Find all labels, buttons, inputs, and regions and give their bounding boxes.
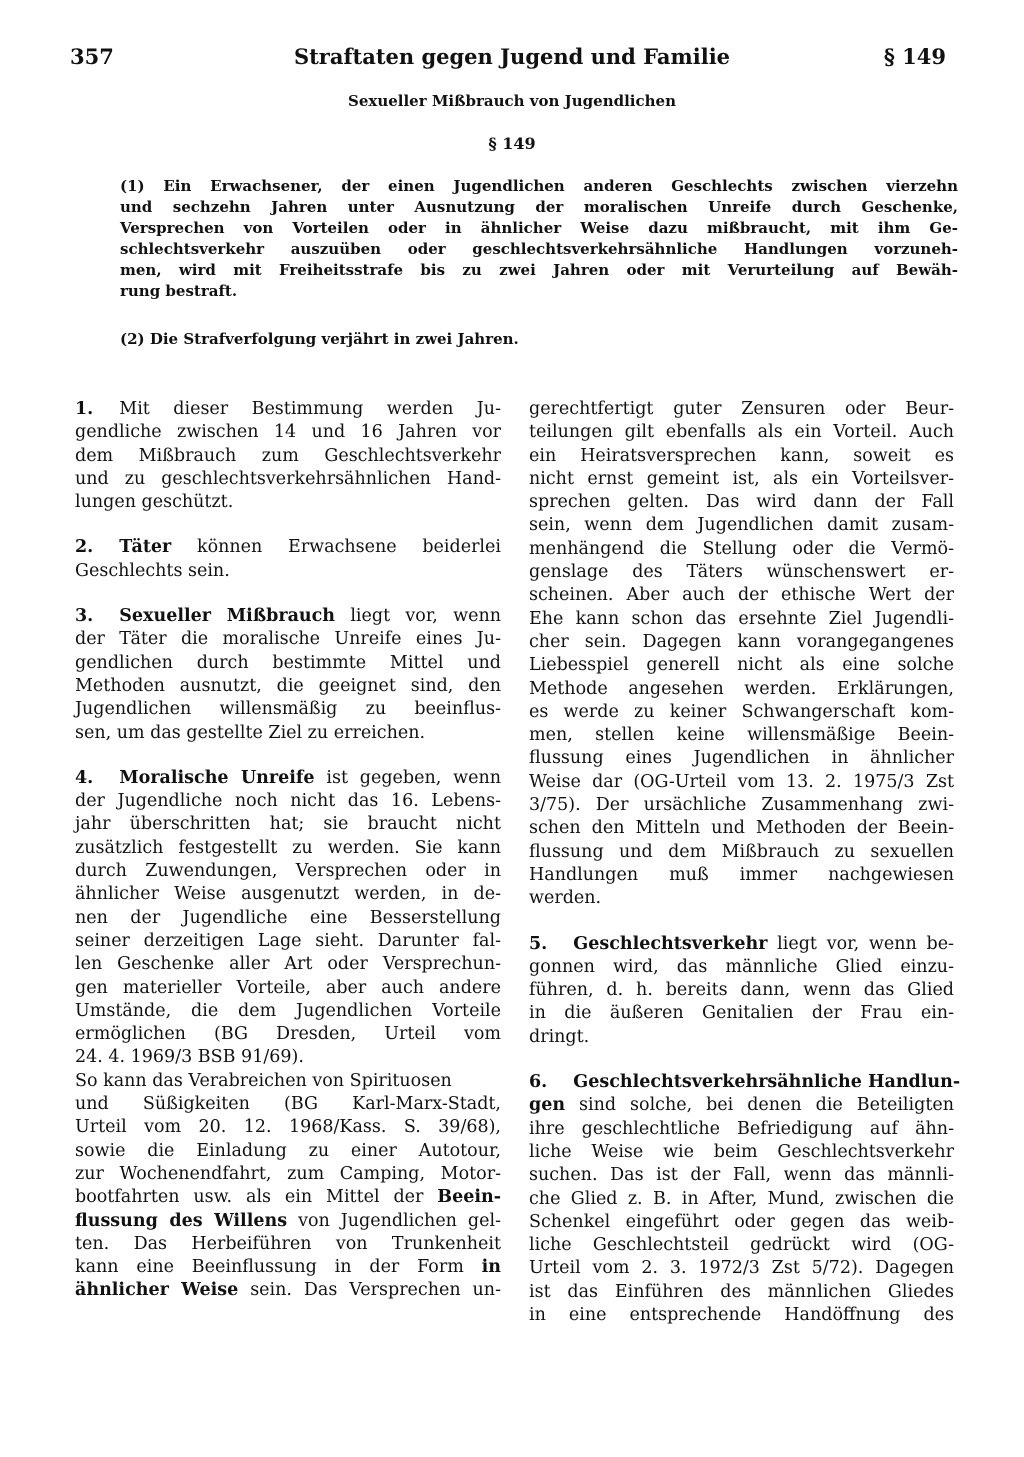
note-line: scheinen. Aber auch der ethische Wert der — [529, 585, 954, 606]
note-term: Sexueller Mißbrauch — [119, 606, 336, 627]
note-text: ist gegeben, wenn — [326, 767, 501, 788]
note-line: cher sein. Dagegen kann vorangegangenes — [529, 631, 954, 652]
note-1 — [75, 398, 501, 514]
note-line: men, stellen keine willensmäßige Beein- — [529, 725, 954, 746]
note-line — [75, 1279, 501, 1302]
note-term: Geschlechtsverkehr — [573, 933, 768, 954]
note-number: 4. — [75, 767, 94, 788]
note-line: gendliche zwischen 14 und 16 Jahren vor — [75, 422, 501, 443]
note-6 — [529, 1071, 961, 1327]
note-line: ein Heiratsversprechen kann, soweit es — [529, 445, 954, 466]
note-line: jahr überschritten hat; sie braucht nicht — [75, 814, 501, 835]
note-term: Geschlechtsverkehrsähnliche Handlun- — [573, 1072, 961, 1093]
note-line: gendlichen durch bestimmte Mittel und — [75, 652, 501, 673]
paragraph-heading: § 149 — [488, 134, 536, 153]
note-text: sind solche, bei denen die Beteiligten — [579, 1095, 954, 1116]
note-line — [529, 1094, 954, 1117]
note-line: Geschlechts sein. — [75, 560, 230, 581]
note-text: von Jugendlichen gel- — [298, 1210, 501, 1231]
note-term: Täter — [119, 537, 172, 558]
note-5 — [529, 933, 954, 1049]
note-line: und Süßigkeiten (BG Karl-Marx-Stadt, — [75, 1094, 501, 1115]
note-4-continued — [529, 398, 954, 911]
note-line: 24. 4. 1969/3 BSB 91/69). — [75, 1047, 304, 1068]
note-line: Weise dar (OG-Urteil vom 13. 2. 1975/3 Zst — [529, 771, 954, 792]
section-marker: § 149 — [883, 44, 946, 69]
note-line: Liebesspiel generell nicht als eine solche — [529, 655, 954, 676]
note-line: es werde zu keiner Schwangerschaft kom- — [529, 701, 954, 722]
note-line: sowie die Einladung zu einer Autotour, — [75, 1140, 501, 1161]
note-line: seiner derzeitigen Lage sieht. Darunter fal- — [75, 930, 501, 951]
note-text: liegt vor, wenn — [350, 606, 501, 627]
law-paragraph-2: (2) Die Strafverfolgung verjährt in zwei Jahren. — [120, 330, 519, 348]
law-line: men, wird mit Freiheitsstrafe bis zu zwei Jahren oder mit Verurteilung auf Bewäh- — [120, 261, 958, 279]
note-line: dem Mißbrauch zum Geschlechtsverkehr — [75, 445, 501, 466]
note-line — [75, 398, 501, 421]
note-line: nicht ernst gemeint ist, als ein Vorteilsver- — [529, 468, 954, 489]
note-line — [75, 1186, 501, 1209]
note-number: 5. — [529, 933, 548, 954]
note-text: sein. Das Versprechen un- — [250, 1280, 501, 1301]
note-line: 3/75). Der ursächliche Zusammenhang zwi- — [529, 795, 954, 816]
note-line: nen der Jugendliche eine Besserstellung — [75, 907, 501, 928]
note-line: ähnlicher Weise ausgenutzt werden, in de- — [75, 884, 501, 905]
note-line: lungen geschützt. — [75, 492, 234, 513]
running-title: Straftaten gegen Jugend und Familie — [293, 44, 731, 69]
note-term: Beein- — [437, 1187, 501, 1208]
note-line: sein, wenn dem Jugendlichen damit zusam- — [529, 515, 954, 536]
note-text: Mit dieser Bestimmung werden Ju- — [119, 399, 501, 419]
law-line: (1) Ein Erwachsener, der einen Jugendlichen anderen Geschlechts zwischen vierzehn — [120, 177, 958, 195]
note-line: ermöglichen (BG Dresden, Urteil vom — [75, 1024, 501, 1045]
law-paragraph-1 — [120, 176, 958, 302]
note-line: len Geschenke aller Art oder Versprechun- — [75, 954, 501, 975]
note-line: gerechtfertigt guter Zensuren oder Beur- — [529, 399, 954, 419]
note-text: kann eine Beeinflussung in der Form — [75, 1257, 464, 1278]
note-line: ist das Einführen des männlichen Gliedes — [529, 1281, 954, 1302]
note-line: Urteil vom 2. 3. 1972/3 Zst 5/72). Dagegen — [529, 1258, 954, 1279]
note-term: Moralische Unreife — [119, 767, 315, 788]
note-line: flussung eines Jugendlichen in ähnlicher — [529, 748, 954, 769]
note-line: und zu geschlechtsverkehrsähnlichen Hand- — [75, 468, 501, 489]
note-line — [529, 933, 954, 956]
note-line — [75, 1256, 501, 1279]
note-text: können Erwachsene beiderlei — [197, 537, 501, 558]
note-line: der Täter die moralische Unreife eines Ju- — [75, 629, 501, 650]
note-line: in die äußeren Genitalien der Frau ein- — [529, 1003, 954, 1024]
note-line — [75, 605, 501, 628]
note-term: ähnlicher Weise — [75, 1280, 239, 1301]
note-number: 3. — [75, 606, 94, 627]
law-line: und sechzehn Jahren unter Ausnutzung der moralischen Unreife durch Geschenke, — [120, 198, 958, 216]
note-term: gen — [529, 1095, 566, 1116]
section-subtitle: Sexueller Mißbrauch von Jugendlichen — [348, 92, 676, 110]
note-3 — [75, 605, 501, 745]
note-line: werden. — [529, 888, 602, 909]
note-line: ten. Das Herbeiführen von Trunkenheit — [75, 1233, 501, 1254]
note-number: 1. — [75, 399, 94, 419]
note-line: suchen. Das ist der Fall, wenn das männli- — [529, 1165, 954, 1186]
note-text: bootfahrten usw. als ein Mittel der — [75, 1187, 424, 1208]
note-line: gen materieller Vorteile, aber auch andere — [75, 977, 501, 998]
note-line: sen, um das gestellte Ziel zu erreichen. — [75, 722, 426, 743]
note-line: liche Geschlechtsteil gedrückt wird (OG- — [529, 1235, 954, 1256]
note-line: zur Wochenendfahrt, zum Camping, Motor- — [75, 1163, 501, 1184]
note-line: Handlungen muß immer nachgewiesen — [529, 864, 954, 885]
law-line: rung bestraft. — [120, 282, 238, 300]
note-line: Umstände, die dem Jugendlichen Vorteile — [75, 1000, 501, 1021]
page-number: 357 — [70, 44, 114, 69]
note-line: dringt. — [529, 1026, 590, 1047]
note-2 — [75, 536, 501, 583]
note-line — [75, 1210, 501, 1233]
note-line: che Glied z. B. in After, Mund, zwischen die — [529, 1188, 954, 1209]
note-line — [75, 536, 501, 559]
note-line: Schenkel eingeführt oder gegen das weib- — [529, 1211, 954, 1232]
note-line: schen den Mitteln und Methoden der Beein- — [529, 818, 954, 839]
note-line: teilungen gilt ebenfalls als ein Vorteil. Auch — [529, 422, 954, 443]
note-line: zusätzlich festgestellt zu werden. Sie kann — [75, 837, 501, 858]
note-line: führen, d. h. bereits dann, wenn das Glied — [529, 980, 954, 1001]
commentary-right-column — [529, 398, 961, 1327]
note-line: der Jugendliche noch nicht das 16. Lebens- — [75, 791, 501, 812]
note-term: in — [481, 1257, 501, 1278]
note-line: sprechen gelten. Das wird dann der Fall — [529, 492, 954, 513]
note-line: Jugendlichen willensmäßig zu beeinflus- — [75, 699, 501, 720]
note-line: So kann das Verabreichen von Spirituosen — [75, 1070, 452, 1091]
note-4 — [75, 767, 501, 1303]
note-term: flussung des Willens — [75, 1210, 288, 1231]
note-text: liegt vor, wenn be- — [777, 933, 954, 954]
note-line: liche Weise wie beim Geschlechtsverkehr — [529, 1141, 954, 1162]
note-line: Methoden ausnutzt, die geeignet sind, den — [75, 675, 501, 696]
note-line: Urteil vom 20. 12. 1968/Kass. S. 39/68), — [75, 1117, 501, 1138]
note-line: genslage des Täters wünschenswert er- — [529, 562, 954, 583]
note-number: 6. — [529, 1072, 548, 1093]
note-line: ihre geschlechtliche Befriedigung auf ähn- — [529, 1118, 954, 1139]
note-line: gonnen wird, das männliche Glied einzu- — [529, 956, 954, 977]
note-line: Ehe kann schon das ersehnte Ziel Jugendli- — [529, 608, 954, 629]
note-line: durch Zuwendungen, Versprechen oder in — [75, 861, 501, 882]
note-line — [75, 767, 501, 790]
commentary-left-column — [75, 398, 501, 1303]
law-line: schlechtsverkehr auszuüben oder geschlechtsverkehrsähnliche Handlungen vorzuneh- — [120, 240, 958, 258]
note-line: Methode angesehen werden. Erklärungen, — [529, 678, 954, 699]
note-line: menhängend die Stellung oder die Vermö- — [529, 538, 954, 559]
law-line: Versprechen von Vorteilen oder in ähnlicher Weise dazu mißbraucht, mit ihm Ge- — [120, 219, 958, 237]
note-line: flussung und dem Mißbrauch zu sexuellen — [529, 841, 954, 862]
note-line — [529, 1071, 961, 1094]
page-header — [0, 44, 1024, 74]
note-line: in eine entsprechende Handöffnung des — [529, 1304, 954, 1325]
note-number: 2. — [75, 537, 94, 558]
